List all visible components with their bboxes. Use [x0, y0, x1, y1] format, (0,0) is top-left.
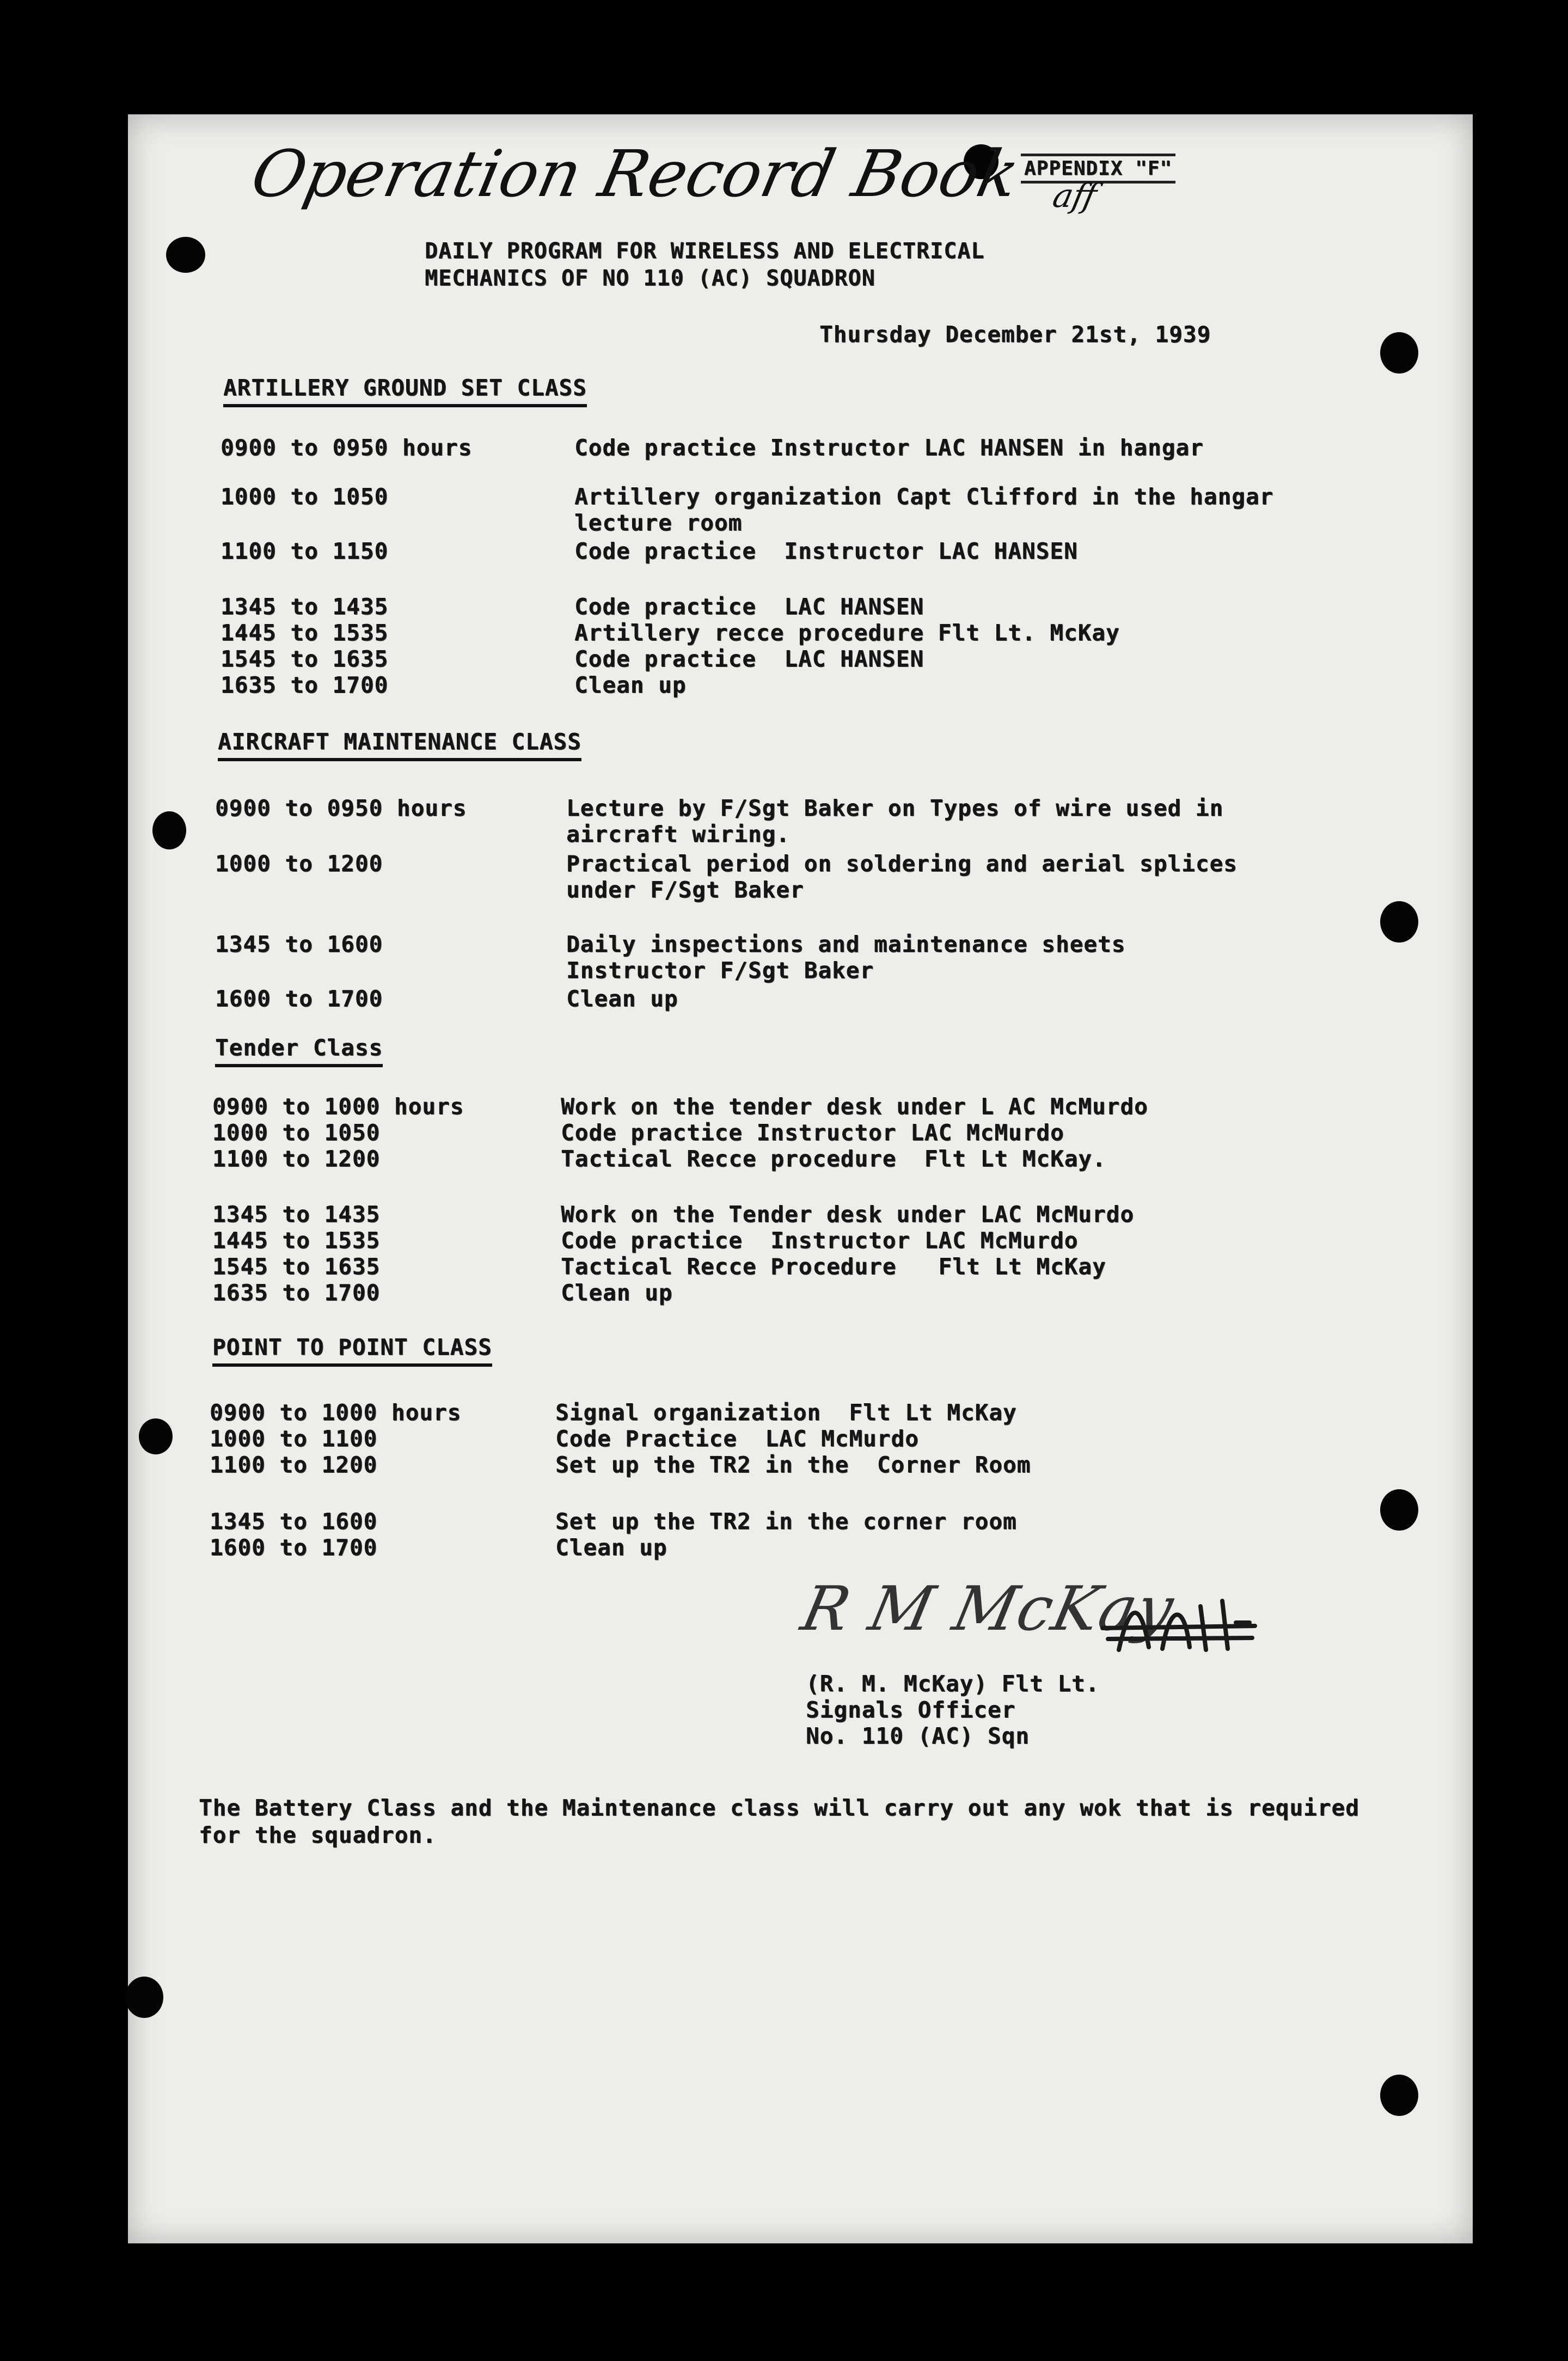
schedule-time: 1635 to 1700: [212, 1280, 381, 1306]
ink-blot: [152, 811, 186, 849]
schedule-description: Clean up: [561, 1280, 673, 1306]
punch-hole: [125, 1977, 163, 2018]
schedule-description: Lecture by F/Sgt Baker on Types of wire used in aircraft wiring.: [566, 795, 1224, 847]
schedule-time: 0900 to 1000 hours: [210, 1399, 462, 1426]
schedule-description: Code practice LAC HANSEN: [574, 646, 924, 672]
section-heading: ARTILLERY GROUND SET CLASS: [223, 375, 587, 407]
schedule-time: 0900 to 0950 hours: [220, 435, 473, 461]
schedule-description: Artillery recce procedure Flt Lt. McKay: [574, 620, 1120, 646]
document-title-line-1: DAILY PROGRAM FOR WIRELESS AND ELECTRICAL: [425, 238, 985, 264]
schedule-time: 1345 to 1600: [215, 931, 383, 957]
schedule-description: Clean up: [574, 672, 687, 698]
handwritten-annotation: Operation Record Book: [245, 136, 1026, 211]
document-page: [128, 114, 1473, 2243]
appendix-label: APPENDIX "F": [1021, 154, 1175, 184]
schedule-time: 1345 to 1600: [210, 1508, 378, 1534]
schedule-time: 1445 to 1535: [220, 620, 389, 646]
schedule-description: Tactical Recce procedure Flt Lt McKay.: [561, 1146, 1106, 1172]
document-date: Thursday December 21st, 1939: [819, 321, 1211, 347]
schedule-time: 1445 to 1535: [212, 1227, 381, 1253]
schedule-description: Practical period on soldering and aerial splices under F/Sgt Baker: [566, 851, 1238, 903]
punch-hole: [1380, 1489, 1418, 1531]
punch-hole: [1380, 2075, 1418, 2116]
schedule-description: Code practice Instructor LAC HANSEN: [574, 538, 1078, 564]
schedule-time: 1000 to 1050: [212, 1120, 381, 1146]
section-heading: AIRCRAFT MAINTENANCE CLASS: [218, 729, 581, 761]
schedule-description: Tactical Recce Procedure Flt Lt McKay: [561, 1253, 1106, 1280]
schedule-description: Set up the TR2 in the Corner Room: [555, 1452, 1031, 1478]
schedule-time: 1545 to 1635: [212, 1253, 381, 1280]
handwritten-signature: R M McKay: [795, 1574, 1181, 1644]
schedule-description: Clean up: [566, 986, 678, 1012]
section-heading: Tender Class: [215, 1035, 383, 1067]
schedule-time: 1000 to 1100: [210, 1426, 378, 1452]
schedule-description: Set up the TR2 in the corner room: [555, 1508, 1017, 1534]
schedule-time: 0900 to 0950 hours: [215, 795, 467, 821]
footer-note: The Battery Class and the Maintenance class will carry out any wok that is required for the squadron.: [199, 1795, 1359, 1848]
schedule-time: 1345 to 1435: [220, 594, 389, 620]
schedule-description: Code practice Instructor LAC McMurdo: [561, 1120, 1064, 1146]
section-heading: POINT TO POINT CLASS: [212, 1334, 492, 1367]
schedule-time: 1545 to 1635: [220, 646, 389, 672]
schedule-description: Work on the Tender desk under LAC McMurdo: [561, 1201, 1135, 1227]
schedule-time: 1600 to 1700: [210, 1534, 378, 1561]
schedule-time: 1635 to 1700: [220, 672, 389, 698]
ink-blot: [166, 237, 205, 273]
schedule-description: Work on the tender desk under L AC McMurdo: [561, 1093, 1148, 1120]
schedule-time: 1100 to 1150: [220, 538, 389, 564]
appendix-handwritten: aff: [1049, 177, 1100, 215]
ink-blot: [139, 1418, 173, 1454]
schedule-description: Artillery organization Capt Clifford in the hangar lecture room: [574, 484, 1274, 536]
signature-title: Signals Officer: [806, 1697, 1016, 1723]
document-title-line-2: MECHANICS OF NO 110 (AC) SQUADRON: [425, 266, 875, 291]
schedule-description: Code practice Instructor LAC McMurdo: [561, 1227, 1079, 1253]
signature-scribble: [1097, 1590, 1260, 1655]
schedule-description: Signal organization Flt Lt McKay: [555, 1399, 1017, 1426]
schedule-description: Clean up: [555, 1534, 667, 1561]
schedule-description: Code practice Instructor LAC HANSEN in hangar: [574, 435, 1204, 461]
schedule-time: 1100 to 1200: [212, 1146, 381, 1172]
schedule-description: Code practice LAC HANSEN: [574, 594, 924, 620]
schedule-time: 1000 to 1200: [215, 851, 383, 877]
signature-unit: No. 110 (AC) Sqn: [806, 1723, 1030, 1749]
signature-name: (R. M. McKay) Flt Lt.: [806, 1671, 1100, 1697]
schedule-time: 1345 to 1435: [212, 1201, 381, 1227]
schedule-time: 1100 to 1200: [210, 1452, 378, 1478]
schedule-description: Daily inspections and maintenance sheets Instructor F/Sgt Baker: [566, 931, 1126, 983]
schedule-time: 1600 to 1700: [215, 986, 383, 1012]
schedule-time: 1000 to 1050: [220, 484, 389, 510]
schedule-description: Code Practice LAC McMurdo: [555, 1426, 919, 1452]
punch-hole: [1380, 901, 1418, 943]
punch-hole: [1380, 332, 1418, 374]
schedule-time: 0900 to 1000 hours: [212, 1093, 464, 1120]
